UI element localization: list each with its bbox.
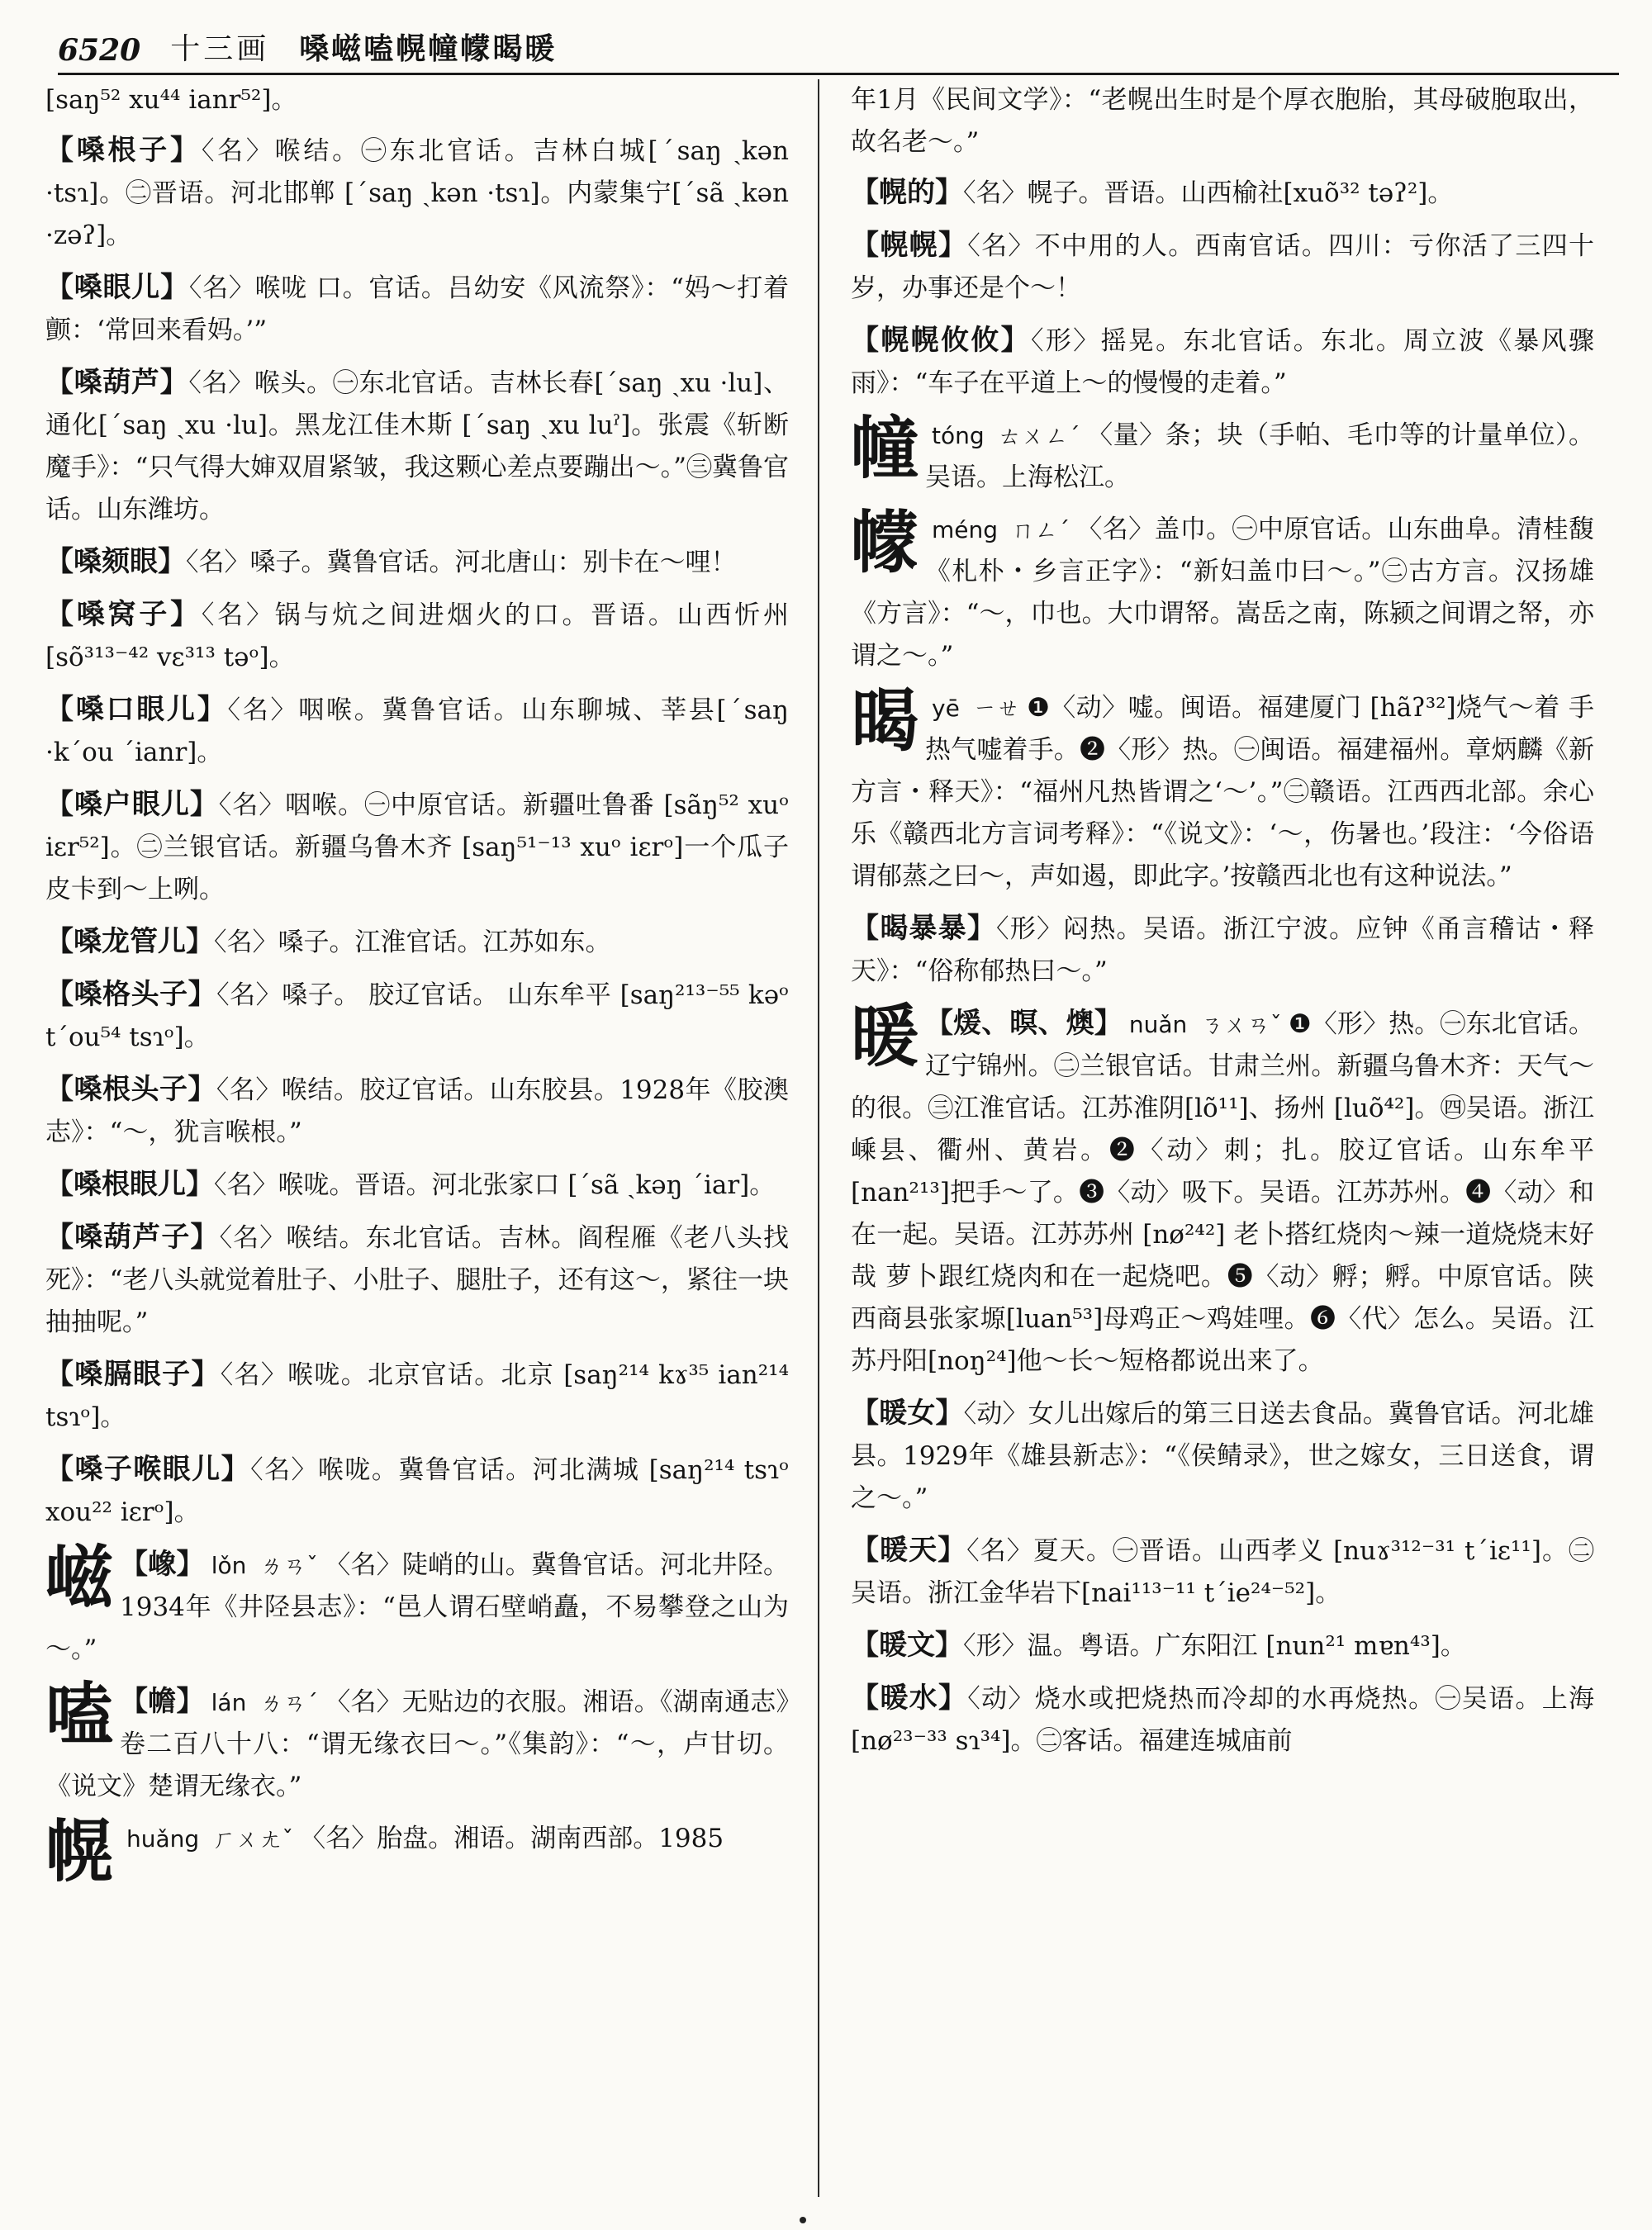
definition-text: 〈名〉夏天。㊀晋语。山西孝义 [nuɤ³¹²⁻³¹ tˊiɛ¹¹]。㊁吴语。浙江金华岩下[nai¹¹³⁻¹¹ tˊie²⁴⁻⁵²]。: [851, 1536, 1594, 1608]
headword: 【嗓窝子】: [45, 598, 202, 631]
definition-text: 〈名〉嗓子。 胶辽官话。 山东牟平 [saŋ²¹³⁻⁵⁵ kəᵒ tˊou⁵⁴ tsɿᵒ]。: [45, 980, 789, 1052]
character-entry: [851, 503, 1594, 677]
word-entry: [45, 1069, 789, 1154]
headword: 【暖文】: [851, 1629, 963, 1662]
definition-text: 〈名〉幌子。晋语。山西榆社[xuõ³² təʔ²]。: [963, 178, 1454, 208]
definition-text: ❶〈形〉热。㊀东北官话。辽宁锦州。㊁兰银官话。甘肃兰州。新疆乌鲁木齐：天气～的很。㊂江淮官话。江苏淮阴[lõ¹¹]、扬州 [luõ⁴²]。㊃吴语。浙江嵊县、衢州、黄岩。❷〈动〉刺；扎。胶辽官话。山东牟平 [nan²¹³]把手～了。❸〈动〉吸下。吴语。江苏苏州。❹〈动〉和在一起。吴语。江苏苏州 [nø²⁴²] 老卜搭红烧肉～辣一道烧烧末好哉 萝卜跟红烧肉和在一起烧吧。❺〈动〉孵；孵。中原官话。陕西商县张家塬[luan⁵³]母鸡正～鸡娃哩。❻〈代〉怎么。吴语。江苏丹阳[noŋ²⁴]他～长～短格都说出来了。: [851, 1009, 1594, 1376]
head-character: 暖: [851, 997, 919, 1076]
headword: 【嗓子喉眼儿】: [45, 1453, 251, 1486]
word-entry: [45, 974, 789, 1059]
character-entry: [851, 681, 1594, 898]
pinyin: lán: [211, 1689, 247, 1716]
definition-text: 〈形〉闷热。吴语。浙江宁波。应钟《甬言稽诂・释天》：“俗称郁热曰～。”: [851, 914, 1594, 986]
definition-text: 〈名〉锅与炕之间进烟火的口。晋语。山西忻州[sõ³¹³⁻⁴² vɛ³¹³ təᵒ]。: [45, 600, 789, 672]
headword: 【嗓根头子】: [45, 1073, 216, 1106]
left-column: [45, 79, 789, 2213]
headword: 【嗓龙管儿】: [45, 925, 214, 958]
definition-text: 〈名〉喉结。东北官话。吉林。阎程雁《老八头找死》：“老八头就觉着肚子、小肚子、腿肚子，还有这～，紧往一块抽抽呢。”: [45, 1223, 789, 1337]
word-entry: [851, 1625, 1594, 1668]
character-entry: [851, 997, 1594, 1383]
definition-text: 〈名〉喉咙。北京官话。北京 [saŋ²¹⁴ kɤ³⁵ ian²¹⁴ tsɿᵒ]。: [45, 1360, 789, 1432]
word-entry: [45, 1164, 789, 1207]
definition-text: 〈名〉喉咙。冀鲁官话。河北满城 [saŋ²¹⁴ tsɿᵒ xou²² iɛrᵒ]。: [45, 1455, 789, 1527]
section-characters: 嗓嵫嗑幌幢幪暍暖: [299, 31, 558, 66]
page-header: [58, 18, 1619, 75]
headword: 【嗓根子】: [45, 134, 202, 167]
continued-text: [45, 79, 789, 121]
definition-text: 〈动〉烧水或把烧热而冷却的水再烧热。㊀吴语。上海 [nø²³⁻³³ sɿ³⁴]。㊁客话。福建连城庙前: [851, 1684, 1594, 1756]
definition-text: 〈名〉喉头。㊀东北官话。吉林长春[ˊsaŋ ˏxu ·lu]、通化[ˊsaŋ ˏxu ·lu]。黑龙江佳木斯 [ˊsaŋ ˏxu luˀ]。张震《斩断魔手》：“只气得大婶双眉紧皱，我这颗心差点要蹦出～。”㊂冀鲁官话。山东潍坊。: [45, 368, 789, 524]
word-entry: [851, 1530, 1594, 1615]
zhuyin: ㄌㄢˊ: [259, 1689, 319, 1716]
definition-text: ❶〈动〉嘘。闽语。福建厦门 [hãʔ³²]烧气～着 手热气嘘着手。❷〈形〉热。㊀闽语。福建福州。章炳麟《新方言・释天》：“福州凡热皆谓之‘～’。”㊁赣语。江西西北部。余心乐《赣西北方言词考释》：“《说文》：‘～，伤暑也。’段注：‘今俗语谓郁蒸之曰～，声如遏，即此字。’按赣西北也有这种说法。”: [851, 693, 1594, 891]
zhuyin: ㄊㄨㄥˊ: [997, 422, 1081, 449]
zhuyin: ㄏㄨㄤˇ: [212, 1825, 294, 1853]
variant-forms: 【幨】: [120, 1685, 205, 1718]
head-character: 幪: [851, 503, 919, 582]
word-entry: [45, 1449, 789, 1534]
headword: 【嗓膈眼子】: [45, 1358, 221, 1391]
word-entry: [45, 130, 789, 257]
word-entry: [851, 1393, 1594, 1520]
character-entry: [45, 1538, 789, 1671]
definition-text: 〈名〉不中用的人。西南官话。四川：亏你活了三四十岁，办事还是个～！: [851, 231, 1594, 303]
headword: 【嗓户眼儿】: [45, 788, 219, 821]
zhuyin: ㄋㄨㄢˇ: [1200, 1011, 1282, 1038]
headword: 【暖天】: [851, 1534, 967, 1567]
definition-text: 〈名〉咽喉。㊀中原官话。新疆吐鲁番 [sãŋ⁵² xuᵒ iɛr⁵²]。㊁兰银官话。新疆乌鲁木齐 [saŋ⁵¹⁻¹³ xuᵒ iɛrᵒ]一个瓜子皮卡到～上咧。: [45, 790, 789, 904]
word-entry: [45, 1217, 789, 1344]
headword: 【幌的】: [851, 176, 963, 209]
character-entry: [45, 1675, 789, 1808]
zhuyin: ㄧㄝ: [972, 695, 1021, 722]
definition-text: 〈名〉咽喉。冀鲁官话。山东聊城、莘县[ˊsaŋ ·kˊou ˊianr]。: [45, 695, 789, 767]
character-entry: [851, 409, 1594, 499]
footer-dot: [800, 2217, 806, 2223]
definition-text: 〈名〉喉咙。晋语。河北张家口 [ˊsã ˏkəŋ ˊiar]。: [214, 1170, 776, 1200]
definition-text: 〈形〉摇晃。东北官话。东北。周立波《暴风骤雨》：“车子在平道上～的慢慢的走着。”: [851, 326, 1594, 398]
pinyin: yē: [932, 695, 960, 722]
definition-text: 〈名〉喉结。㊀东北官话。吉林白城[ˊsaŋ ˏkən ·tsɿ]。㊁晋语。河北邯郸 [ˊsaŋ ˏkən ·tsɿ]。内蒙集宁[ˊsã ˏkən ·zəʔ]。: [45, 136, 789, 250]
pinyin: lǒn: [211, 1552, 247, 1579]
definition-text: 〈名〉盖巾。㊀中原官话。山东曲阜。清桂馥《札朴・乡言正字》：“新妇盖巾曰～。”㊁古方言。汉扬雄《方言》：“～，巾也。大巾谓帑。嵩岳之南，陈颍之间谓之帑，亦谓之～。”: [851, 515, 1594, 671]
page-number: 6520: [58, 33, 141, 68]
right-column: [851, 79, 1594, 2213]
variant-forms: 【煖、暝、燠】: [925, 1007, 1123, 1040]
word-entry: [851, 1677, 1594, 1763]
headword: 【嗓口眼儿】: [45, 693, 228, 726]
headword: 【嗓颏眼】: [45, 545, 186, 578]
variant-forms: 【嶑】: [120, 1548, 205, 1581]
definition-text: 〈名〉嗓子。冀鲁官话。河北唐山：别卡在～哩！: [186, 548, 737, 577]
definition-text: 〈名〉胎盘。湘语。湖南西部。1985: [300, 1824, 724, 1853]
headword: 【暖水】: [851, 1682, 968, 1715]
head-character: 幌: [45, 1812, 114, 1891]
section-title: 十三画: [170, 32, 270, 66]
headword: 【嗓葫芦子】: [45, 1221, 220, 1254]
definition-text: 〈名〉喉结。胶辽官话。山东胶县。1928年《胶澳志》：“～，犹言喉根。”: [45, 1075, 789, 1147]
definition-text: 〈动〉女儿出嫁后的第三日送去食品。冀鲁官话。河北雄县。1929年《雄县新志》：“《侯鲭录》，世之嫁女，三日送食，谓之～。”: [851, 1399, 1594, 1513]
word-entry: [45, 594, 789, 679]
definition-text: 〈名〉嗓子。江淮官话。江苏如东。: [214, 928, 611, 957]
headword: 【嗓眼儿】: [45, 271, 189, 304]
word-entry: [45, 784, 789, 911]
continued-text: [851, 79, 1594, 164]
word-entry: [45, 689, 789, 774]
column-divider: [818, 79, 819, 2197]
word-entry: [45, 362, 789, 531]
word-entry: [851, 908, 1594, 993]
headword: 【嗓格头子】: [45, 978, 217, 1011]
pinyin: nuǎn: [1128, 1011, 1188, 1038]
definition-text: 〈量〉条；块（手帕、毛巾等的计量单位）。吴语。上海松江。: [925, 420, 1594, 492]
headword: 【幌幌攸攸】: [851, 324, 1031, 357]
word-entry: [851, 320, 1594, 405]
zhuyin: ㄌㄢˇ: [259, 1552, 319, 1579]
headword: 【嗓葫芦】: [45, 366, 189, 399]
word-entry: [45, 267, 789, 352]
head-character: 嵫: [45, 1538, 114, 1617]
definition-text: 〈名〉无贴边的衣服。湘语。《湖南通志》卷二百八十八：“谓无缘衣曰～。”《集韵》：“～，卢甘切。《说文》楚谓无缘衣。”: [45, 1687, 789, 1801]
word-entry: [45, 921, 789, 964]
headword: 【暍暴暴】: [851, 912, 997, 945]
definition-text: 〈名〉喉咙 口。官话。吕幼安《风流祭》：“妈～打着颤：‘常回来看妈。’”: [45, 273, 789, 345]
definition-text: 年1月《民间文学》：“老幌出生时是个厚衣胞胎，其母破胞取出，故名老～。”: [851, 85, 1594, 157]
pinyin: huǎng: [126, 1825, 200, 1853]
word-entry: [851, 225, 1594, 310]
definition-text: 〈名〉陡峭的山。冀鲁官话。河北井陉。1934年《井陉县志》：“邑人谓石壁峭矗，不易攀登之山为～。”: [45, 1550, 789, 1664]
word-entry: [851, 172, 1594, 215]
headword: 【嗓根眼儿】: [45, 1168, 214, 1201]
word-entry: [45, 541, 789, 584]
word-entry: [45, 1354, 789, 1439]
headword: 【暖女】: [851, 1397, 964, 1430]
head-character: 嗑: [45, 1675, 114, 1754]
zhuyin: ㄇㄥˊ: [1011, 516, 1070, 543]
character-entry: [45, 1812, 789, 1891]
definition-text: [saŋ⁵² xu⁴⁴ ianr⁵²]。: [45, 85, 297, 115]
headword: 【幌幌】: [851, 229, 968, 262]
head-character: 暍: [851, 681, 919, 761]
definition-text: 〈形〉温。粤语。广东阳江 [nun²¹ mɐn⁴³]。: [963, 1631, 1466, 1661]
head-character: 幢: [851, 409, 919, 488]
pinyin: méng: [932, 516, 999, 543]
pinyin: tóng: [932, 422, 985, 449]
